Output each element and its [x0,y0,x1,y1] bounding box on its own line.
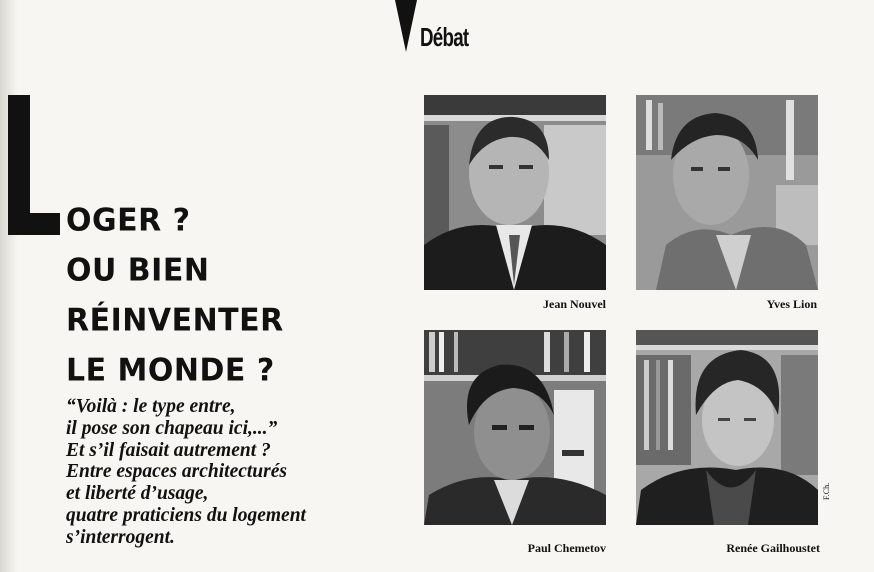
headline-line-4: LE MONDE ? [66,352,275,389]
portrait-photo-paul-chemetov [424,330,606,525]
portrait-photo-yves-lion [636,95,818,290]
section-marker-triangle [395,0,417,52]
headline-line-2: OU BIEN [66,252,210,289]
page-edge-shadow [0,0,18,572]
lede-line: Et s’il faisait autrement ? [66,439,271,461]
lede-line: quatre praticiens du logement [66,504,306,526]
section-label: Débat [420,22,469,52]
lede-line: et liberté d’usage, [66,483,209,505]
lede-line: Entre espaces architecturés [66,461,287,483]
photo-caption: Renée Gailhoustet [726,541,820,555]
headline-line-1: OGER ? [66,202,191,239]
photo-caption: Yves Lion [766,297,817,311]
lede-line: il pose son chapeau ici,...” [66,417,278,439]
portrait-photo-jean-nouvel [424,95,606,290]
lede-line: s’interrogent. [66,526,175,548]
photo-caption: Jean Nouvel [543,297,606,311]
portrait-photo-renee-gailhoustet [636,330,818,525]
lede-line: “Voilà : le type entre, [66,396,236,417]
lede-paragraph [66,396,366,549]
drop-cap-L [8,95,60,235]
headline-line-3: RÉINVENTER [66,302,284,339]
photo-caption: Paul Chemetov [527,541,606,555]
photo-credit: F.Ch. [822,482,831,500]
